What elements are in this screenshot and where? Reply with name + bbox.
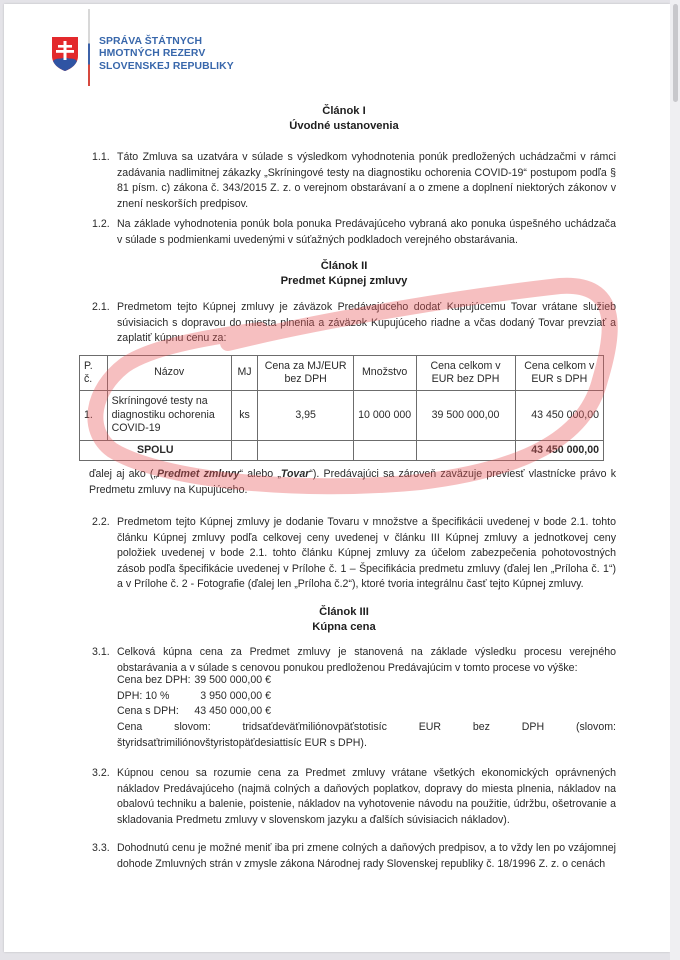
cell-name: Skríningové testy na diagnostiku ochorenia COVID-19 xyxy=(107,391,231,441)
scrollbar-thumb[interactable] xyxy=(673,4,678,102)
cell-unit-price: 3,95 xyxy=(258,391,353,441)
clause-number: 2.2. xyxy=(92,516,110,528)
article-2-title: Článok II xyxy=(320,260,368,272)
clause-text: Celková kúpna cena za Predmet zmluvy je stanovená na základe výsledku procesu verejného obstarávania a v súlade s cenovou ponukou predloženou Predávajúcim v tomto procese vo výške: xyxy=(117,646,616,674)
clause-1-2 xyxy=(92,217,616,248)
vertical-scrollbar[interactable] xyxy=(670,0,680,960)
clause-number: 1.1. xyxy=(92,151,110,163)
table-row xyxy=(80,391,604,441)
price-label: Cena bez DPH: xyxy=(117,674,191,686)
clause-text: Kúpnou cenou sa rozumie cena za Predmet zmluvy vrátane všetkých ekonomických oprávnených nákladov Predávajúceho (najmä colných a daňových poplatkov, dopravy do miesta plnenia, nákladov na obalovú techniku a balenie, poistenie, nákladov na vyhotovenie návodu na použitie, údržbu, ošetrovanie a skladovania Predmetu zmluvy v slovenskom jazyku a ďalších súvisiacich nákladov). xyxy=(117,767,616,826)
price-value: 43 450 000,00 € xyxy=(194,705,271,717)
clause-text: Na základe vyhodnotenia ponúk bola ponuka Predávajúceho vybraná ako ponuka úspešného uchádzača v súlade s podmienkami uvedenými v súťažných podkladoch verejného obstarávania. xyxy=(117,218,616,246)
total-label: SPOLU xyxy=(80,441,232,461)
organization-name xyxy=(99,36,234,73)
article-3-subtitle: Kúpna cena xyxy=(312,620,376,633)
clause-number: 3.3. xyxy=(92,842,110,854)
text-fragment: ďalej aj ako („ xyxy=(89,468,157,480)
column-header: Množstvo xyxy=(353,356,416,391)
empty-cell xyxy=(231,441,258,461)
clause-1-1 xyxy=(92,150,616,212)
price-row-gross xyxy=(117,704,271,720)
text-fragment: “ alebo „ xyxy=(239,468,281,480)
clause-3-1 xyxy=(92,645,616,676)
clause-number: 1.2. xyxy=(92,218,110,230)
column-header: P. č. xyxy=(80,356,108,391)
article-1-subtitle: Úvodné ustanovenia xyxy=(289,119,399,132)
clause-text: Predmetom tejto Kúpnej zmluvy je dodanie Tovaru v množstve a špecifikácii uvedenej v bode 2.1. tohto článku Kúpnej zmluvy podľa celkovej ceny uvedenej v článku III Kúpnej zmluvy a jednotkovej ceny položiek uvedenej v bode 2.1. tohto článku Kúpnej zmluvy za účelom zabezpečenia pohotovostných zásob podľa špecifikácie uvedenej v Prílohe č. 1 – Špecifikácia predmetu zmluvy (ďalej len „Príloha č. 1“) a v Prílohe č. 2 - Fotografie (ďalej len „Príloha č.2“), ktoré tvoria integrálnu časť tejto Kúpnej zmluvy. xyxy=(117,516,616,591)
clause-number: 3.1. xyxy=(92,646,110,658)
document-page xyxy=(4,4,670,952)
price-value: 39 500 000,00 € xyxy=(194,674,271,686)
clause-text: Táto Zmluva sa uzatvára v súlade s výsledkom vyhodnotenia ponúk predložených uchádzačmi v rámci zadávania nadlimitnej zákazky „Skríningové testy na diagnostiku ochorenia COVID-19“ postupom podľa § 81 písm. c) zákona č. 343/2015 Z. z. o verejnom obstarávaní a o zmene a doplnení niektorých zákonov v znení neskorších predpisov. xyxy=(117,151,616,210)
total-value: 43 450 000,00 xyxy=(515,441,603,461)
clause-3-3 xyxy=(92,841,616,872)
price-in-words xyxy=(92,720,616,751)
table-header-row xyxy=(80,356,604,391)
org-line-3: SLOVENSKEJ REPUBLIKY xyxy=(99,60,234,72)
defined-term: Tovar xyxy=(280,468,310,480)
empty-cell xyxy=(353,441,416,461)
cell-number: 1. xyxy=(80,391,108,441)
price-label: DPH: 10 % xyxy=(117,690,170,702)
cell-total-gross: 43 450 000,00 xyxy=(515,391,603,441)
cell-total-net: 39 500 000,00 xyxy=(416,391,515,441)
column-header: Cena celkom v EUR bez DPH xyxy=(416,356,515,391)
clause-number: 3.2. xyxy=(92,767,110,779)
text-fragment: “). Predávajúci sa zároveň zaväzuje previesť vlastnícke právo k Predmetu zmluvy na Kupujúceho. xyxy=(89,468,616,496)
clause-text: Predmetom tejto Kúpnej zmluvy je záväzok Predávajúceho dodať Kupujúcemu Tovar vrátane služieb súvisiacich s dopravou do miesta plnenia a záväzok Kupujúceho riadne a včas dodaný Tovar prevziať a zaplatiť kúpnu cenu za: xyxy=(117,301,616,345)
price-value: 3 950 000,00 € xyxy=(200,690,271,702)
clause-2-2 xyxy=(92,515,616,593)
cell-quantity: 10 000 000 xyxy=(353,391,416,441)
price-row-vat xyxy=(117,689,271,705)
article-1-heading xyxy=(4,104,680,133)
defined-term: Predmet zmluvy xyxy=(156,468,240,480)
article-3-heading xyxy=(4,605,680,634)
cell-unit: ks xyxy=(231,391,258,441)
column-header: MJ xyxy=(231,356,258,391)
article-3-title: Článok III xyxy=(319,606,369,618)
slovak-coat-of-arms-icon xyxy=(51,36,79,72)
clause-text: Dohodnutú cenu je možné meniť iba pri zmene colných a daňových predpisov, a to vždy len po vzájomnej dohode Zmluvných strán v zmysle zákona Národnej rady Slovenskej republiky č. 18/1996 Z. z. o cenách xyxy=(117,842,616,870)
column-header: Cena celkom v EUR s DPH xyxy=(515,356,603,391)
price-row-net xyxy=(117,673,271,689)
clause-number: 2.1. xyxy=(92,301,110,313)
price-words-text: Cena slovom: tridsaťdeväťmiliónovpäťstotisíc EUR bez DPH (slovom: štyridsaťtrimiliónovštyristopäťdesiattisíc EUR s DPH). xyxy=(117,721,616,749)
clause-2-1 xyxy=(92,300,616,347)
header-divider xyxy=(88,9,90,86)
article-1-title: Článok I xyxy=(322,105,366,117)
price-label: Cena s DPH: xyxy=(117,705,179,717)
after-table-paragraph xyxy=(89,467,616,498)
org-line-1: SPRÁVA ŠTÁTNYCH xyxy=(99,36,203,47)
table-total-row xyxy=(80,441,604,461)
items-table xyxy=(79,355,604,461)
empty-cell xyxy=(416,441,515,461)
empty-cell xyxy=(258,441,353,461)
clause-3-2 xyxy=(92,766,616,828)
column-header: Cena za MJ/EUR bez DPH xyxy=(258,356,353,391)
article-2-subtitle: Predmet Kúpnej zmluvy xyxy=(280,274,408,287)
column-header: Názov xyxy=(107,356,231,391)
org-line-2: HMOTNÝCH REZERV xyxy=(99,48,206,60)
article-2-heading xyxy=(4,259,680,288)
